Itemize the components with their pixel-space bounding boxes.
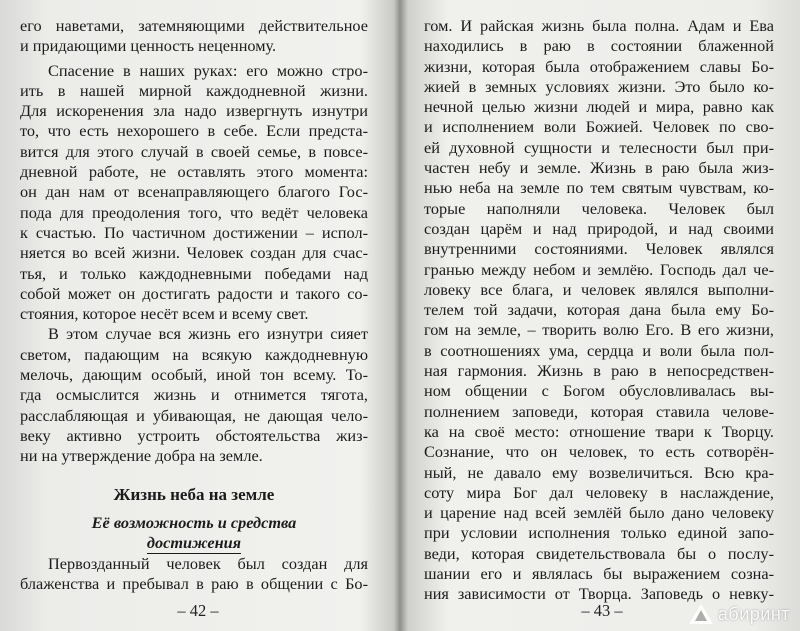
text-line: гом. И райская жизнь была полна. Адам и Ева bbox=[424, 16, 774, 35]
text-line: соту мира Бог дал человеку в наслаждение, bbox=[424, 482, 774, 502]
text-line: он дан нам от всенаправляющего благого Гос- bbox=[20, 182, 368, 202]
text-line: блаженства и пребывал в раю в общении с Бо- bbox=[20, 573, 368, 593]
left-lines-top bbox=[20, 16, 368, 57]
page-number-right: – 43 – bbox=[581, 601, 623, 620]
text-line: шании его и являлась бы выражением сознa- bbox=[424, 564, 774, 584]
text-line: мелочь, дающим особый, иной тон всему. То- bbox=[20, 365, 368, 385]
right-page bbox=[404, 0, 800, 631]
text-line: ная гармония. Жизнь в раю в непосредствен- bbox=[424, 361, 774, 381]
text-line: нечной целью жизни людей и мира, равно как bbox=[424, 97, 774, 117]
section-subheading-text: достижения bbox=[146, 533, 242, 553]
text-line: Первозданный человек был создан для bbox=[48, 553, 368, 573]
text-line: ни на утверждение добра на земле. bbox=[20, 446, 263, 466]
text-line: в соотношениях ума, сердца и воли была пол- bbox=[424, 340, 774, 360]
text-line: ить в нашей мирной каждодневной жизни. bbox=[20, 80, 368, 100]
text-line: частен небу и земле. Жизнь в раю была жиз- bbox=[424, 158, 774, 178]
text-line: гда осмыслится жизнь и отнимется тягота, bbox=[20, 385, 368, 405]
text-line: тья, и только каждодневными победами над bbox=[20, 263, 368, 283]
left-page bbox=[0, 0, 396, 631]
text-line: Спасение в наших руках: его можно стро- bbox=[48, 60, 368, 80]
text-line: гранью между небом и землёю. Господь дал че- bbox=[424, 259, 774, 279]
text-line: торые наполняли человека. Человек был bbox=[424, 198, 774, 218]
text-line: при условии исполнения только единой запо- bbox=[424, 523, 774, 543]
text-line: полнением заповеди, которая ставила челове- bbox=[424, 401, 774, 421]
text-line: светом, падающим на всякую каждодневную bbox=[20, 344, 368, 364]
text-line: В этом случае вся жизнь его изнутри сияет bbox=[48, 324, 368, 344]
text-line: пода для преодоления того, что ведёт человека bbox=[20, 202, 368, 222]
text-line: и исполнением воли Божией. Человек по сво- bbox=[424, 117, 774, 137]
section-heading: Жизнь неба на земле bbox=[113, 484, 275, 504]
text-line: телем той задачи, которая дана была ему Бо- bbox=[424, 300, 774, 320]
text-line: к счастью. По частичном достижении – испол- bbox=[20, 222, 368, 242]
text-line: ловеку все блага, и человек являлся выполни- bbox=[424, 279, 774, 299]
left-paragraph-4 bbox=[20, 554, 368, 595]
text-line: и придающими ценность неценному. bbox=[20, 36, 277, 56]
text-line: внутренними состояниями. Человек являлся bbox=[424, 239, 774, 259]
watermark-text: абиринт bbox=[717, 603, 790, 624]
text-line: Для искоренения зла надо извергнуть изнутри bbox=[20, 101, 368, 121]
section-subheading-line-2 bbox=[20, 533, 368, 554]
text-line: расслабляющая и убивающая, не дающая чело- bbox=[20, 405, 368, 425]
text-line: и царение над всей землёй было дано человеку bbox=[424, 503, 774, 523]
right-paragraph bbox=[424, 16, 774, 605]
text-line: то, что есть нехорошего в себе. Если предста- bbox=[20, 121, 368, 141]
watermark bbox=[688, 603, 790, 625]
section-subheading: Её возможность и средства bbox=[91, 512, 297, 532]
text-line: жизни, которая была отображением славы Бо- bbox=[424, 56, 774, 76]
text-line: ния зависимости от Творца. Заповедь о невку- bbox=[424, 584, 774, 604]
text-line: вится для этого случай в своей семье, в повсе- bbox=[20, 141, 368, 161]
text-line: Сознание, что он человек, то есть сотворён- bbox=[424, 442, 774, 462]
text-line: собой может он достигать радости и такого со- bbox=[20, 283, 368, 303]
text-line: ка на своё место: отношение твари к Творцу. bbox=[424, 421, 774, 441]
text-line: нью неба на земле по тем святым чувствам, ко- bbox=[424, 178, 774, 198]
text-line: дневной работе, не оставлять этого момента: bbox=[20, 162, 368, 182]
left-paragraph-2 bbox=[20, 61, 368, 325]
page-number-left: – 42 – bbox=[177, 601, 219, 620]
text-line: жией в земных условиях жизни. Это было ко- bbox=[424, 76, 774, 96]
text-line: его наветами, затемняющими действительное bbox=[20, 16, 368, 35]
text-line: создан царём и над природой, и над своими bbox=[424, 218, 774, 238]
text-line: веди, которая свидетельствовала бы о послу- bbox=[424, 543, 774, 563]
text-line: стояния, которое несёт всем и всему свет. bbox=[20, 304, 309, 324]
text-line: няется во всей жизни. Человек создан для счас- bbox=[20, 243, 368, 263]
text-line: находились в раю в состоянии блаженной bbox=[424, 36, 774, 56]
text-line: ный, не давало ему возвеличиться. Всю кра- bbox=[424, 462, 774, 482]
text-line: гом на земле, – творить волю Его. В его жизни, bbox=[424, 320, 774, 340]
left-paragraph-3 bbox=[20, 324, 368, 466]
text-line: ном общении с Богом обусловливалась вы- bbox=[424, 381, 774, 401]
text-line: ей духовной сущности и телесности был при- bbox=[424, 137, 774, 157]
labirint-logo-icon bbox=[688, 603, 714, 625]
text-line: веку активно устроить обстоятельства жиз- bbox=[20, 425, 368, 445]
